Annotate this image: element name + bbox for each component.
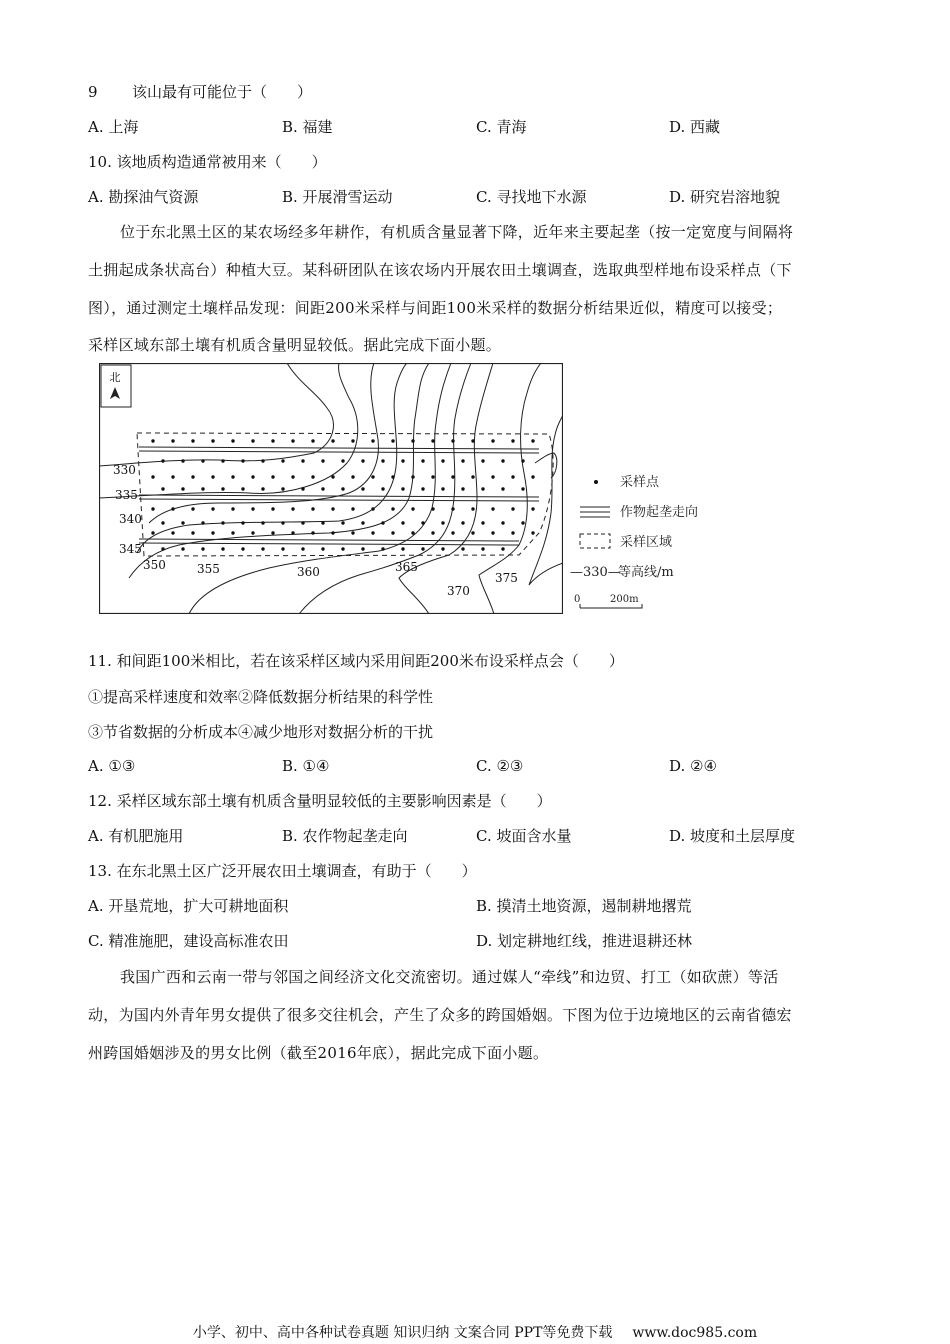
sample-point (361, 459, 364, 462)
passage1-line-3: 图），通过测定土壤样品发现：间距200米采样与间距100米采样的数据分析结果近似，精度可以接受； (88, 299, 783, 317)
contour-label-360: 360 (297, 565, 320, 579)
sample-point (271, 531, 274, 534)
sample-point (431, 475, 434, 478)
sample-point (211, 507, 214, 510)
legend-sample-point-label: 采样点 (620, 475, 660, 490)
scale-zero: 0 (574, 594, 581, 605)
q9-text: 该山最有可能位于（ ） (132, 83, 313, 101)
sample-point (221, 547, 224, 550)
sample-point (321, 487, 324, 490)
contour-label-335: 335 (115, 488, 138, 502)
sample-point (431, 507, 434, 510)
q13-stem: 13. 在东北黑土区广泛开展农田土壤调查，有助于（ ） (88, 862, 477, 880)
sample-point (241, 487, 244, 490)
sample-point (511, 531, 514, 534)
sample-point (351, 439, 354, 442)
sample-point (261, 459, 264, 462)
sample-point (431, 439, 434, 442)
sample-point (441, 547, 444, 550)
footer-text: 小学、初中、高中各种试卷真题 知识归纳 文案合同 PPT等免费下载 (192, 1325, 613, 1341)
sample-point (531, 475, 534, 478)
map-frame (100, 364, 563, 614)
q12-option-d: D. 坡度和土层厚度 (669, 827, 796, 845)
sample-point (291, 439, 294, 442)
sample-point (421, 459, 424, 462)
sample-point (421, 521, 424, 524)
q10-option-a: A. 勘探油气资源 (88, 188, 199, 206)
q9-option-d: D. 西藏 (669, 118, 721, 136)
q10-option-d: D. 研究岩溶地貌 (669, 188, 781, 206)
sample-point (481, 547, 484, 550)
passage1-line-1: 位于东北黑土区的某农场经多年耕作，有机质含量显著下降，近年来主要起垄（按一定宽度与间隔将 (120, 223, 794, 241)
sample-point (411, 439, 414, 442)
q12-option-a: A. 有机肥施用 (88, 827, 184, 845)
sample-point (421, 547, 424, 550)
contour-map (99, 363, 563, 614)
sample-point (241, 459, 244, 462)
passage2-line-2: 动，为国内外青年男女提供了很多交往机会，产生了众多的跨国婚姻。下图为位于边境地区的云南省德宏 (88, 1006, 792, 1024)
sample-point (361, 547, 364, 550)
sample-point (491, 475, 494, 478)
sample-point (471, 531, 474, 534)
sample-point (391, 439, 394, 442)
contour-label-375: 375 (495, 571, 518, 585)
sample-point (401, 521, 404, 524)
sample-point (511, 475, 514, 478)
q10-option-b: B. 开展滑雪运动 (282, 188, 393, 206)
q9-stem (88, 82, 312, 102)
sample-point (161, 547, 164, 550)
sample-point (471, 507, 474, 510)
q9-option-b: B. 福建 (282, 118, 333, 136)
passage1-line-4: 采样区域东部土壤有机质含量明显较低。据此完成下面小题。 (88, 336, 502, 354)
sample-point (421, 487, 424, 490)
sample-point (151, 531, 154, 534)
sample-point (411, 531, 414, 534)
q11-option-d: D. ②④ (669, 757, 717, 775)
sample-point (471, 439, 474, 442)
q13-option-b: B. 摸清土地资源，遏制耕地撂荒 (476, 897, 692, 915)
sample-point (401, 547, 404, 550)
sample-point (511, 507, 514, 510)
sample-point (281, 547, 284, 550)
contour-label-345: 345 (119, 542, 142, 556)
sample-point (231, 475, 234, 478)
sample-point (271, 475, 274, 478)
passage1-line-2: 土拥起成条状高台）种植大豆。某科研团队在该农场内开展农田土壤调查，选取典型样地布设采样点（下 (88, 261, 792, 279)
sample-point (321, 459, 324, 462)
q13-option-c: C. 精准施肥，建设高标准农田 (88, 932, 289, 950)
sample-point (361, 487, 364, 490)
legend-contour-prefix: —330— (570, 565, 621, 580)
sample-point (531, 531, 534, 534)
q11-statement-2: ③节省数据的分析成本④减少地形对数据分析的干扰 (88, 723, 434, 741)
sample-point (481, 487, 484, 490)
sample-point (261, 487, 264, 490)
q9-option-a: A. 上海 (88, 118, 139, 136)
map-legend (570, 470, 770, 610)
sample-point (161, 521, 164, 524)
sample-point (301, 521, 304, 524)
sample-point (371, 439, 374, 442)
sample-point (181, 547, 184, 550)
q9-number: 9 (88, 83, 98, 101)
sample-point (211, 439, 214, 442)
sample-point (491, 531, 494, 534)
sample-point (281, 521, 284, 524)
sample-point (491, 507, 494, 510)
sample-point (201, 459, 204, 462)
sample-point (291, 475, 294, 478)
sample-point (231, 507, 234, 510)
sample-point (321, 521, 324, 524)
sample-point (481, 459, 484, 462)
sample-point (371, 507, 374, 510)
passage2-line-1: 我国广西和云南一带与邻国之间经济文化交流密切。通过媒人“牵线”和边贸、打工（如砍蔗）等活 (120, 968, 779, 986)
q11-stem: 11. 和间距100米相比，若在该采样区域内采用间距200米布设采样点会（ ） (88, 652, 624, 670)
sample-point (461, 547, 464, 550)
sample-point (261, 521, 264, 524)
sample-point (181, 459, 184, 462)
q11-statement-1: ①提高采样速度和效率②降低数据分析结果的科学性 (88, 688, 434, 706)
sample-point (161, 487, 164, 490)
sample-point (351, 507, 354, 510)
sample-point (191, 439, 194, 442)
sample-point (341, 547, 344, 550)
q12-option-b: B. 农作物起垄走向 (282, 827, 408, 845)
sample-point (301, 459, 304, 462)
sample-point (211, 475, 214, 478)
sample-point (231, 531, 234, 534)
sample-point (441, 487, 444, 490)
sample-point (381, 487, 384, 490)
sample-point (381, 521, 384, 524)
sample-point (271, 507, 274, 510)
contour-label-350: 350 (143, 558, 166, 572)
sample-point (401, 459, 404, 462)
sample-point (291, 507, 294, 510)
sample-point (401, 487, 404, 490)
sample-point (371, 475, 374, 478)
sample-point (191, 507, 194, 510)
sample-point (361, 521, 364, 524)
q10-option-c: C. 寻找地下水源 (476, 188, 587, 206)
sample-point (211, 531, 214, 534)
sample-point (251, 507, 254, 510)
sample-point (451, 475, 454, 478)
q11-option-b: B. ①④ (282, 757, 330, 775)
contour-label-370: 370 (447, 584, 470, 598)
legend-ridge-label: 作物起垄走向 (620, 505, 699, 520)
sample-point (341, 487, 344, 490)
q12-option-c: C. 坡面含水量 (476, 827, 572, 845)
legend-contour-label: 等高线/m (618, 565, 674, 580)
sample-point (171, 475, 174, 478)
sample-point (381, 547, 384, 550)
sample-point (291, 531, 294, 534)
sample-point (271, 439, 274, 442)
contour-lines (99, 363, 563, 614)
sample-point (521, 487, 524, 490)
sample-point (221, 459, 224, 462)
q9-option-c: C. 青海 (476, 118, 527, 136)
q13-option-d: D. 划定耕地红线，推进退耕还林 (476, 932, 693, 950)
legend-ridge-icon (580, 507, 610, 517)
sample-point (461, 459, 464, 462)
sample-point (171, 507, 174, 510)
sample-point (221, 521, 224, 524)
sample-point (301, 547, 304, 550)
sample-point (151, 439, 154, 442)
sample-point (391, 507, 394, 510)
q11-option-a: A. ①③ (88, 757, 136, 775)
scale-length: 200m (610, 594, 639, 605)
sample-point (391, 531, 394, 534)
sample-point (251, 531, 254, 534)
sample-point (231, 439, 234, 442)
sample-point (311, 507, 314, 510)
sample-point (451, 531, 454, 534)
page-footer (0, 1322, 950, 1342)
q10-stem: 10. 该地质构造通常被用来（ ） (88, 153, 327, 171)
sample-point (441, 521, 444, 524)
sample-point (501, 521, 504, 524)
sample-point (311, 475, 314, 478)
sample-point (201, 521, 204, 524)
sample-point (191, 475, 194, 478)
sample-point (161, 459, 164, 462)
sample-point (301, 487, 304, 490)
sample-point (191, 531, 194, 534)
contour-label-355: 355 (197, 562, 220, 576)
sample-point (371, 531, 374, 534)
sample-point (471, 475, 474, 478)
sample-point (251, 439, 254, 442)
sample-point (171, 439, 174, 442)
sample-point (321, 547, 324, 550)
sample-point (391, 475, 394, 478)
footer-url[interactable]: www.doc985.com (632, 1325, 758, 1341)
sample-point (501, 547, 504, 550)
sample-point (351, 475, 354, 478)
sample-point (411, 475, 414, 478)
q11-option-c: C. ②③ (476, 757, 524, 775)
sample-point (241, 521, 244, 524)
sample-point (331, 531, 334, 534)
sample-point (461, 521, 464, 524)
sample-point (331, 475, 334, 478)
sample-point (481, 521, 484, 524)
sample-point (311, 531, 314, 534)
sample-point (511, 439, 514, 442)
sample-point (491, 439, 494, 442)
sample-point (341, 521, 344, 524)
sample-point (181, 487, 184, 490)
sample-point (281, 459, 284, 462)
sample-point (251, 475, 254, 478)
sample-point (331, 439, 334, 442)
sample-point (241, 547, 244, 550)
sample-point (521, 521, 524, 524)
sample-point (281, 487, 284, 490)
sample-point (501, 459, 504, 462)
sample-point (351, 531, 354, 534)
sample-point (531, 439, 534, 442)
sample-point (431, 531, 434, 534)
sample-point (181, 521, 184, 524)
sample-point (331, 507, 334, 510)
legend-sample-area-label: 采样区域 (620, 535, 673, 550)
sample-point (151, 507, 154, 510)
sample-point (521, 459, 524, 462)
sample-point (201, 547, 204, 550)
sample-point (461, 487, 464, 490)
sample-point (201, 487, 204, 490)
sample-point (411, 507, 414, 510)
sample-point (381, 459, 384, 462)
sample-point (261, 547, 264, 550)
sample-point (151, 475, 154, 478)
sample-point (451, 507, 454, 510)
sample-point (171, 531, 174, 534)
contour-label-365: 365 (395, 560, 418, 574)
legend-sample-area-icon (580, 534, 610, 548)
q13-option-a: A. 开垦荒地，扩大可耕地面积 (88, 897, 289, 915)
contour-label-330: 330 (113, 463, 136, 477)
contour-label-340: 340 (119, 512, 142, 526)
sample-point (441, 459, 444, 462)
sample-point (501, 487, 504, 490)
sample-point (531, 507, 534, 510)
legend-sample-point-icon (594, 480, 598, 484)
sample-point (221, 487, 224, 490)
q12-stem: 12. 采样区域东部土壤有机质含量明显较低的主要影响因素是（ ） (88, 792, 552, 810)
north-label: 北 (109, 371, 121, 384)
ridge-lines (139, 447, 539, 545)
passage2-line-3: 州跨国婚姻涉及的男女比例（截至2016年底），据此完成下面小题。 (88, 1044, 549, 1062)
sample-point (341, 459, 344, 462)
sample-point (451, 439, 454, 442)
sample-point (311, 439, 314, 442)
